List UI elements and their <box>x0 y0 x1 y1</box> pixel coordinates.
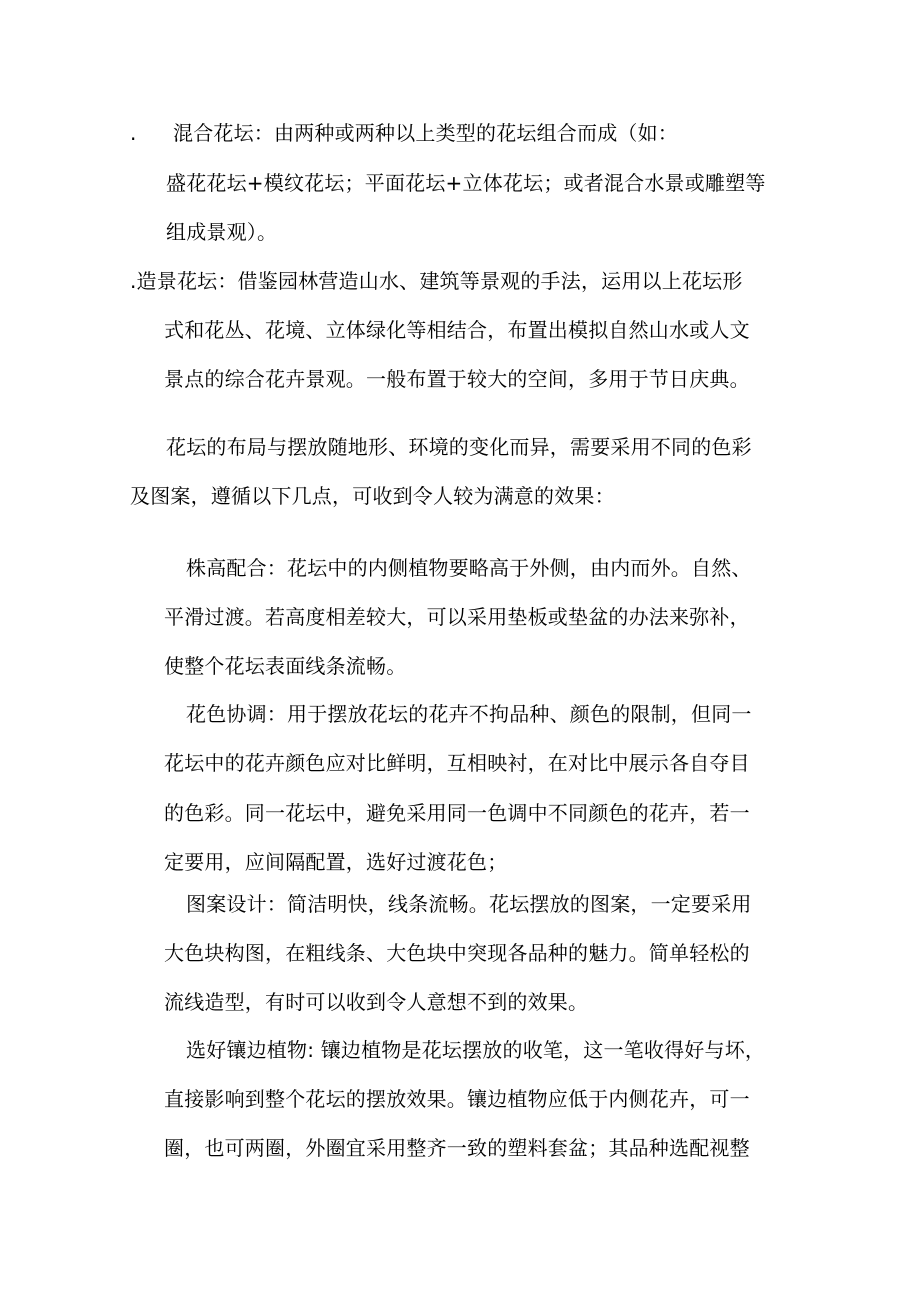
paragraph-line: 选好镶边植物: 镶边植物是花坛摆放的收笔，这一笔收得好与坏， <box>186 1038 766 1062</box>
paragraph-line: .造景花坛：借鉴园林营造山水、建筑等景观的手法，运用以上花坛形 <box>130 269 743 293</box>
paragraph-line: 直接影响到整个花坛的摆放效果。镶边植物应低于内侧花卉，可一 <box>164 1087 750 1111</box>
paragraph-line: 的色彩。同一花坛中，避免采用同一色调中不同颜色的花卉，若一 <box>164 801 750 825</box>
stray-dot: . <box>130 121 137 145</box>
paragraph-line: 景点的综合花卉景观。一般布置于较大的空间，多用于节日庆典。 <box>164 367 750 391</box>
paragraph-line: 花坛中的花卉颜色应对比鲜明，互相映衬，在对比中展示各自夺目 <box>164 751 750 775</box>
paragraph-line: 花色协调：用于摆放花坛的花卉不拘品种、颜色的限制，但同一 <box>186 702 752 726</box>
paragraph-line: 流线造型，有时可以收到令人意想不到的效果。 <box>164 990 589 1014</box>
paragraph-line: 混合花坛：由两种或两种以上类型的花坛组合而成（如： <box>173 121 678 145</box>
paragraph-line: 定要用，应间隔配置，选好过渡花色； <box>164 850 508 874</box>
paragraph-line: 盛花花坛+模纹花坛；平面花坛+立体花坛；或者混合水景或雕塑等 <box>166 171 766 195</box>
paragraph-line: 使整个花坛表面线条流畅。 <box>164 654 407 678</box>
paragraph-line: 及图案，遵循以下几点，可收到令人较为满意的效果： <box>130 484 615 508</box>
paragraph-line: 圈，也可两圈，外圈宜采用整齐一致的塑料套盆；其品种选配视整 <box>164 1136 750 1160</box>
paragraph-line: 组成景观）。 <box>166 220 278 244</box>
paragraph-line: 大色块构图，在粗线条、大色块中突现各品种的魅力。简单轻松的 <box>164 941 750 965</box>
paragraph-line: 平滑过渡。若高度相差较大，可以采用垫板或垫盆的办法来弥补， <box>164 605 750 629</box>
paragraph-line: 花坛的布局与摆放随地形、环境的变化而异，需要采用不同的色彩 <box>166 435 752 459</box>
paragraph-line: 株高配合：花坛中的内侧植物要略高于外侧，由内而外。自然、 <box>186 556 752 580</box>
paragraph-line: 式和花丛、花境、立体绿化等相结合，布置出模拟自然山水或人文 <box>164 318 750 342</box>
paragraph-line: 图案设计：简洁明快，线条流畅。花坛摆放的图案，一定要采用 <box>186 892 752 916</box>
